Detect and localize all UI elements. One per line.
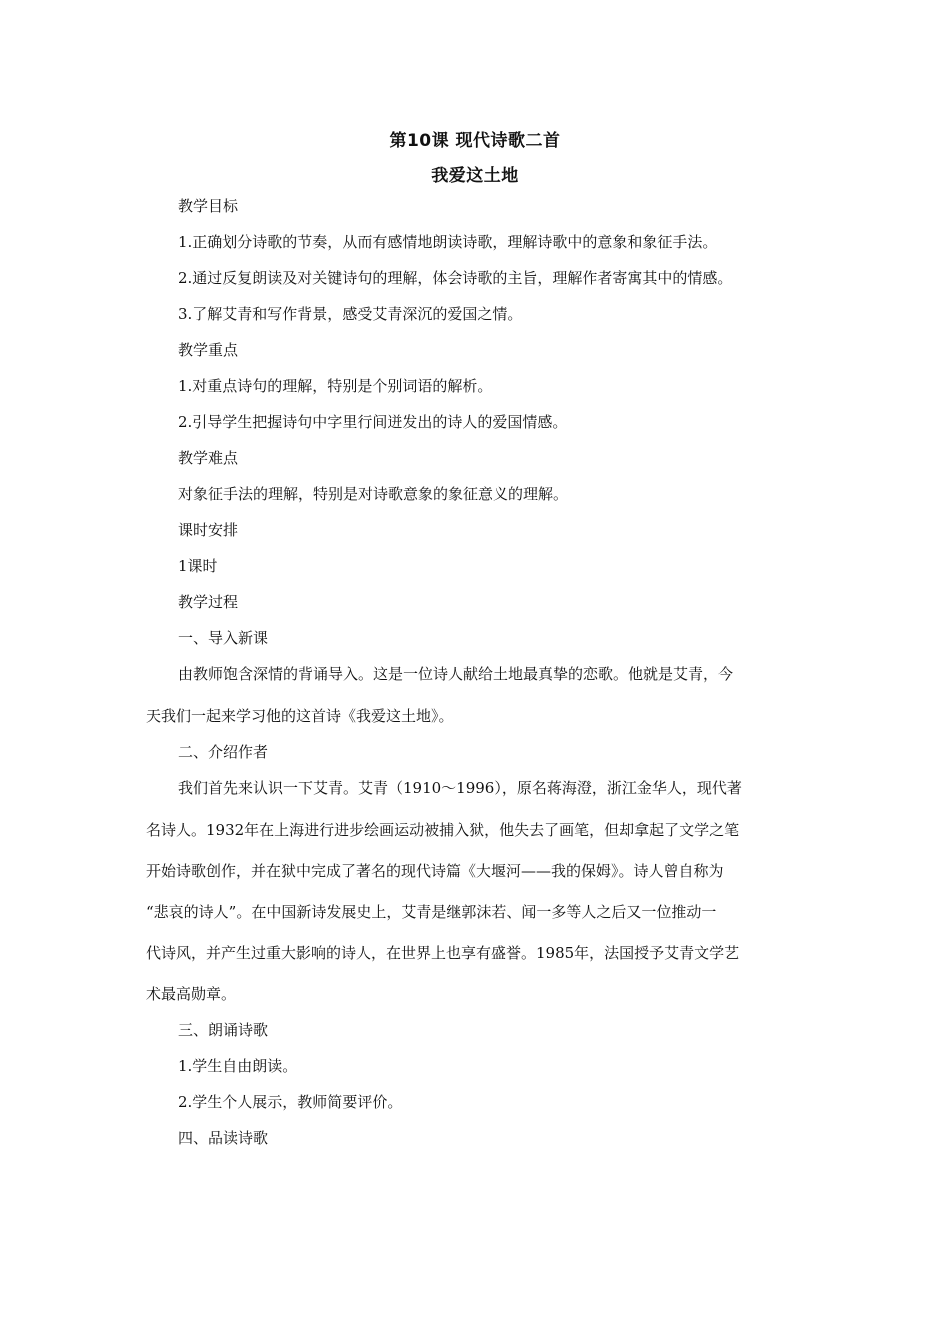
objective-item: 3.了解艾青和写作背景，感受艾青深沉的爱国之情。 (178, 305, 523, 323)
paragraph-line: 天我们一起来学习他的这首诗《我爱这土地》。 (146, 707, 454, 725)
section-heading-process: 教学过程 (178, 593, 239, 611)
objective-item: 1.正确划分诗歌的节奏，从而有感情地朗读诗歌，理解诗歌中的意象和象征手法。 (178, 233, 718, 251)
paragraph-line: 开始诗歌创作，并在狱中完成了著名的现代诗篇《大堰河——我的保姆》。诗人曾自称为 (146, 862, 724, 880)
paragraph-line: 代诗风，并产生过重大影响的诗人，在世界上也享有盛誉。1985年，法国授予艾青文学艺 (146, 944, 740, 962)
step-heading-analysis: 四、品读诗歌 (178, 1129, 269, 1147)
section-heading-schedule: 课时安排 (178, 521, 239, 539)
recite-item: 1.学生自由朗读。 (178, 1057, 298, 1075)
paragraph-line: 我们首先来认识一下艾青。艾青（1910～1996），原名蒋海澄，浙江金华人，现代著 (178, 779, 742, 797)
paragraph-line: 由教师饱含深情的背诵导入。这是一位诗人献给土地最真挚的恋歌。他就是艾青，今 (178, 665, 734, 683)
paragraph-line: 术最高勋章。 (146, 985, 237, 1003)
section-heading-objectives: 教学目标 (178, 197, 239, 215)
key-point-item: 1.对重点诗句的理解，特别是个别词语的解析。 (178, 377, 493, 395)
paragraph-line: “悲哀的诗人”。在中国新诗发展史上，艾青是继郭沫若、闻一多等人之后又一位推动一 (146, 903, 717, 921)
difficulty-text: 对象征手法的理解，特别是对诗歌意象的象征意义的理解。 (178, 485, 569, 503)
lesson-title: 第10课 现代诗歌二首 (389, 131, 561, 151)
section-heading-difficulties: 教学难点 (178, 449, 239, 467)
objective-item: 2.通过反复朗读及对关键诗句的理解，体会诗歌的主旨，理解作者寄寓其中的情感。 (178, 269, 733, 287)
step-heading-recite: 三、朗诵诗歌 (178, 1021, 269, 1039)
poem-title: 我爱这土地 (431, 166, 519, 186)
section-heading-key-points: 教学重点 (178, 341, 239, 359)
recite-item: 2.学生个人展示，教师简要评价。 (178, 1093, 403, 1111)
step-heading-intro: 一、导入新课 (178, 629, 269, 647)
paragraph-line: 名诗人。1932年在上海进行进步绘画运动被捕入狱，他失去了画笔，但却拿起了文学之笔 (146, 821, 740, 839)
step-heading-author: 二、介绍作者 (178, 743, 269, 761)
key-point-item: 2.引导学生把握诗句中字里行间迸发出的诗人的爱国情感。 (178, 413, 568, 431)
schedule-text: 1课时 (178, 557, 218, 575)
